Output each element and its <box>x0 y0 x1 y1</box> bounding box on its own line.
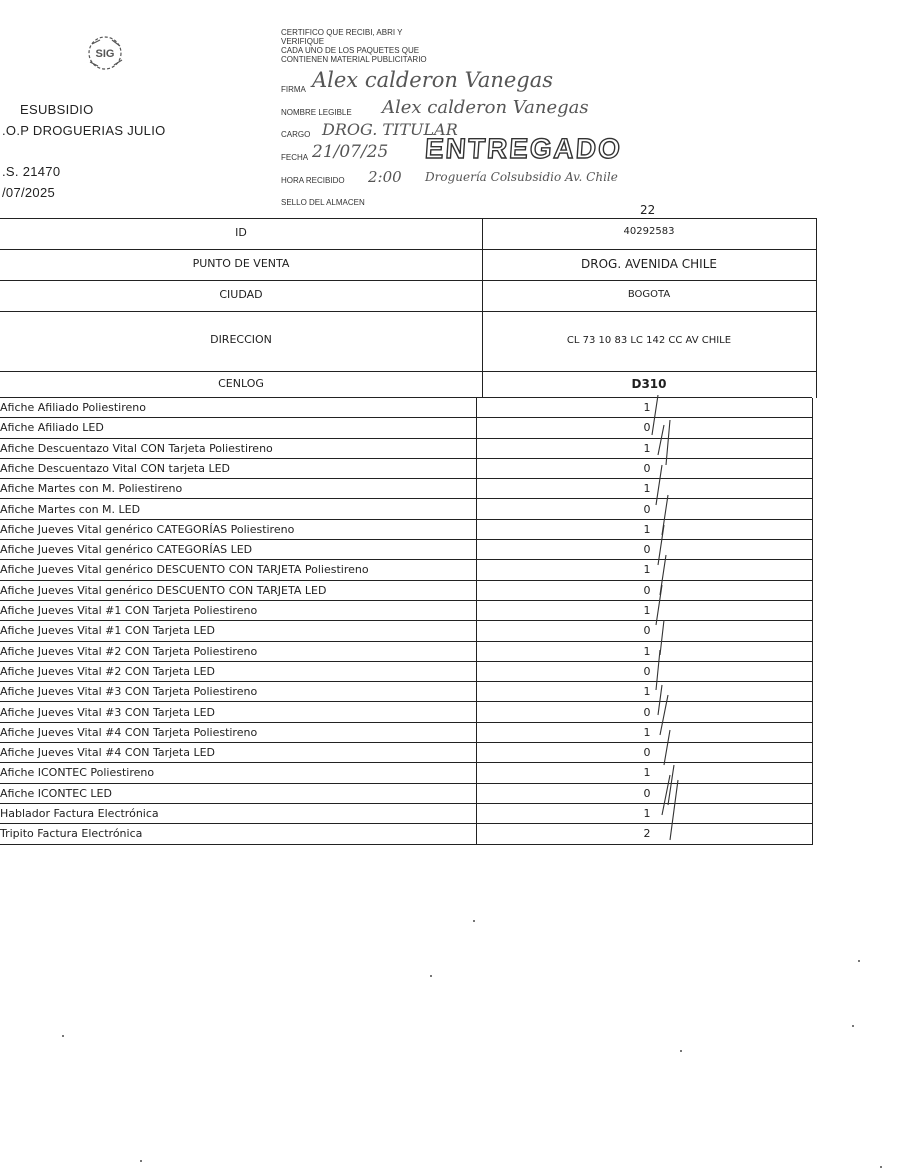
table-rule <box>0 280 485 281</box>
table-row <box>0 824 812 844</box>
item-name: Afiche Afiliado LED <box>0 421 104 435</box>
item-quantity: 0 <box>643 786 651 800</box>
table-row <box>0 560 812 580</box>
ciudad-label: CIUDAD <box>219 288 263 301</box>
direccion-value: CL 73 10 83 LC 142 CC AV CHILE <box>566 335 732 346</box>
table-row <box>0 601 812 621</box>
item-name: Afiche Descuentazo Vital CON tarjeta LED <box>0 461 231 475</box>
item-quantity: 1 <box>643 522 651 536</box>
cargo-label: CARGO <box>281 130 311 139</box>
table-row <box>0 763 812 783</box>
scan-speck <box>680 1050 682 1052</box>
item-quantity: 1 <box>643 725 651 739</box>
item-quantity: 1 <box>643 644 651 658</box>
item-quantity: 0 <box>643 543 651 557</box>
table-row <box>0 500 812 520</box>
table-row <box>0 581 812 601</box>
table-rule <box>0 371 485 372</box>
cargo-value: DROG. TITULAR <box>322 120 458 139</box>
item-name: Afiche Jueves Vital genérico DESCUENTO CON TARJETA LED <box>0 583 327 597</box>
table-rule <box>482 311 816 312</box>
item-name: Afiche Jueves Vital #3 CON Tarjeta LED <box>0 705 216 719</box>
delivered-stamp: ENTREGADO <box>423 133 624 164</box>
item-quantity: 0 <box>643 502 651 516</box>
item-quantity: 1 <box>643 604 651 617</box>
cenlog-value: D310 <box>631 377 667 391</box>
scan-speck <box>140 1160 142 1162</box>
table-row <box>0 459 812 479</box>
item-quantity: 0 <box>643 746 651 760</box>
table-rule <box>482 280 816 281</box>
item-quantity: 0 <box>643 624 651 638</box>
item-name: Afiche Jueves Vital #4 CON Tarjeta LED <box>0 746 216 760</box>
item-name: Afiche Afiliado Poliestireno <box>0 401 146 414</box>
column-divider <box>476 398 477 845</box>
item-name: Afiche Descuentazo Vital CON Tarjeta Poliestireno <box>0 441 273 455</box>
company-logo <box>72 32 138 74</box>
item-quantity: 0 <box>643 705 651 719</box>
table-divider <box>482 218 483 398</box>
item-name: Afiche Jueves Vital #4 CON Tarjeta Poliestireno <box>0 725 258 739</box>
table-row <box>0 743 812 763</box>
scan-speck <box>852 1025 854 1027</box>
item-quantity: 0 <box>643 461 651 475</box>
cenlog-label: CENLOG <box>218 377 264 390</box>
item-quantity: 1 <box>643 807 651 820</box>
table-row <box>0 479 812 499</box>
certificate-text <box>281 28 427 64</box>
table-row <box>0 418 812 438</box>
item-quantity: 1 <box>643 685 651 699</box>
item-name: Afiche Jueves Vital #2 CON Tarjeta Poliestireno <box>0 644 258 658</box>
svg-text:SIG: SIG <box>95 48 115 60</box>
table-row <box>0 804 812 824</box>
company-name: ESUBSIDIO <box>20 102 94 117</box>
item-quantity: 0 <box>643 664 651 678</box>
table-row <box>0 540 812 560</box>
table-row <box>0 520 812 540</box>
item-quantity: 2 <box>643 827 651 841</box>
item-quantity: 1 <box>643 482 651 496</box>
item-name: Afiche Jueves Vital #2 CON Tarjeta LED <box>0 664 216 678</box>
certificate-line: CERTIFICO QUE RECIBI, ABRI Y <box>281 28 403 37</box>
item-quantity: 1 <box>643 401 651 414</box>
table-row <box>0 621 812 641</box>
hora-value: 2:00 <box>368 168 402 186</box>
table-rule <box>482 218 816 219</box>
id-value: 40292583 <box>623 226 675 237</box>
table-rule <box>0 249 485 250</box>
document-date: /07/2025 <box>2 185 56 200</box>
scan-speck <box>858 960 860 962</box>
id-label: ID <box>235 226 247 239</box>
sello-value: Droguería Colsubsidio Av. Chile <box>425 170 618 184</box>
fecha-label: FECHA <box>281 153 309 162</box>
item-quantity: 1 <box>643 441 651 455</box>
table-row <box>0 662 812 682</box>
pv-label: PUNTO DE VENTA <box>192 257 290 270</box>
firma-label: FIRMA <box>281 85 306 94</box>
scan-speck <box>473 920 475 922</box>
scan-speck <box>430 975 432 977</box>
nombre-value: Alex calderon Vanegas <box>382 97 589 118</box>
item-name: Afiche Jueves Vital genérico DESCUENTO CON TARJETA Poliestireno <box>0 563 369 577</box>
table-rule <box>0 218 485 219</box>
item-name: Tripito Factura Electrónica <box>0 827 143 841</box>
certificate-line: CADA UNO DE LOS PAQUETES QUE <box>281 46 420 55</box>
item-name: Hablador Factura Electrónica <box>0 807 159 820</box>
item-name: Afiche Jueves Vital #3 CON Tarjeta Poliestireno <box>0 685 258 699</box>
table-rule <box>482 249 816 250</box>
item-quantity: 0 <box>643 421 651 435</box>
certificate-line: VERIFIQUE <box>281 37 325 46</box>
company-subname: .O.P DROGUERIAS JULIO <box>2 123 166 138</box>
sello-label: SELLO DEL ALMACEN <box>281 198 365 207</box>
item-quantity: 1 <box>643 766 651 780</box>
table-row <box>0 703 812 723</box>
table-row <box>0 723 812 743</box>
table-rule <box>0 311 485 312</box>
table-row <box>0 398 812 418</box>
scan-speck <box>62 1035 64 1037</box>
item-name: Afiche Martes con M. Poliestireno <box>0 482 183 496</box>
item-name: Afiche Jueves Vital #1 CON Tarjeta LED <box>0 624 216 638</box>
certificate-line: CONTIENEN MATERIAL PUBLICITARIO <box>281 55 427 64</box>
pv-value: DROG. AVENIDA CHILE <box>581 257 717 271</box>
nombre-label: NOMBRE LEGIBLE <box>281 108 352 117</box>
table-row <box>0 682 812 702</box>
item-name: Afiche ICONTEC LED <box>0 786 112 800</box>
firma-signature: Alex calderon Vanegas <box>312 68 554 92</box>
table-row <box>0 439 812 459</box>
fecha-value: 21/07/25 <box>312 142 389 162</box>
store-number: 22 <box>640 203 656 217</box>
table-row <box>0 642 812 662</box>
scan-speck <box>880 1166 882 1168</box>
ciudad-value: BOGOTA <box>627 289 671 300</box>
hora-label: HORA RECIBIDO <box>281 176 345 185</box>
item-name: Afiche ICONTEC Poliestireno <box>0 766 155 780</box>
item-quantity: 1 <box>643 563 651 577</box>
table-row <box>0 784 812 804</box>
item-name: Afiche Jueves Vital #1 CON Tarjeta Poliestireno <box>0 604 258 617</box>
row-rule <box>0 844 812 845</box>
item-quantity: 0 <box>643 583 651 597</box>
item-name: Afiche Jueves Vital genérico CATEGORÍAS Poliestireno <box>0 522 295 536</box>
direccion-label: DIRECCION <box>210 333 272 346</box>
column-divider <box>812 398 813 845</box>
document-code: .S. 21470 <box>2 164 61 179</box>
table-divider <box>816 218 817 398</box>
table-rule <box>482 371 816 372</box>
item-name: Afiche Martes con M. LED <box>0 502 141 516</box>
item-name: Afiche Jueves Vital genérico CATEGORÍAS LED <box>0 543 253 557</box>
